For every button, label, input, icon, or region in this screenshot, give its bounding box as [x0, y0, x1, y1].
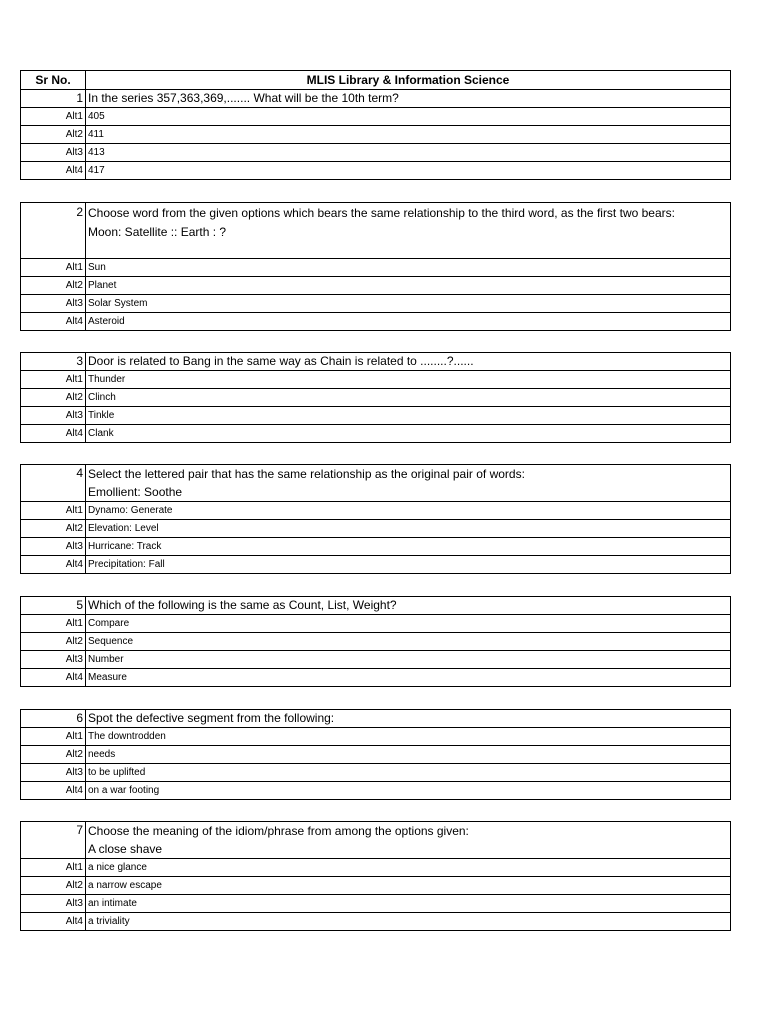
option-text: Clank [86, 425, 731, 443]
option-text: Clinch [86, 389, 731, 407]
option-label: Alt2 [21, 633, 86, 651]
question-text: Spot the defective segment from the following: [86, 710, 731, 728]
option-text: needs [86, 746, 731, 764]
question-text: Select the lettered pair that has the same relationship as the original pair of words: Emollient: Soothe [86, 465, 731, 502]
option-row [21, 728, 731, 746]
option-text: Thunder [86, 371, 731, 389]
option-text: Elevation: Level [86, 520, 731, 538]
option-label: Alt1 [21, 615, 86, 633]
option-text: 417 [86, 162, 731, 180]
option-row [21, 144, 731, 162]
question-number: 5 [21, 597, 86, 615]
question-row [21, 203, 731, 259]
question-number: 4 [21, 465, 86, 502]
option-label: Alt3 [21, 764, 86, 782]
question-block-3 [20, 352, 731, 443]
option-row [21, 877, 731, 895]
option-label: Alt2 [21, 520, 86, 538]
question-number: 1 [21, 90, 86, 108]
question-row [21, 465, 731, 502]
option-text: Measure [86, 669, 731, 687]
option-row [21, 407, 731, 425]
option-row [21, 764, 731, 782]
option-text: a triviality [86, 913, 731, 931]
option-label: Alt1 [21, 502, 86, 520]
option-label: Alt3 [21, 538, 86, 556]
option-row [21, 259, 731, 277]
header-row [21, 71, 731, 90]
option-label: Alt2 [21, 126, 86, 144]
option-row [21, 913, 731, 931]
option-text: 413 [86, 144, 731, 162]
option-label: Alt1 [21, 728, 86, 746]
option-row [21, 389, 731, 407]
option-text: an intimate [86, 895, 731, 913]
option-text: Solar System [86, 295, 731, 313]
option-text: Number [86, 651, 731, 669]
question-block-6 [20, 709, 731, 800]
option-label: Alt2 [21, 277, 86, 295]
option-label: Alt1 [21, 259, 86, 277]
option-text: to be uplifted [86, 764, 731, 782]
option-row [21, 895, 731, 913]
question-number: 7 [21, 822, 86, 859]
option-label: Alt4 [21, 313, 86, 331]
option-label: Alt2 [21, 389, 86, 407]
option-row [21, 371, 731, 389]
question-text: Choose word from the given options which bears the same relationship to the third word, as the first two bears: Moon: Satellite :: Earth : ? [86, 203, 731, 259]
sheet-title: MLIS Library & Information Science [86, 71, 731, 90]
option-label: Alt3 [21, 295, 86, 313]
option-row [21, 669, 731, 687]
option-row [21, 651, 731, 669]
question-block-1 [20, 70, 731, 180]
option-text: Sequence [86, 633, 731, 651]
option-row [21, 277, 731, 295]
option-row [21, 520, 731, 538]
option-text: Precipitation: Fall [86, 556, 731, 574]
question-block-5 [20, 596, 731, 687]
option-label: Alt4 [21, 556, 86, 574]
option-text: Asteroid [86, 313, 731, 331]
option-row [21, 556, 731, 574]
question-row [21, 710, 731, 728]
option-row [21, 295, 731, 313]
question-text: Which of the following is the same as Count, List, Weight? [86, 597, 731, 615]
question-block-7 [20, 821, 731, 931]
option-label: Alt1 [21, 859, 86, 877]
option-text: Sun [86, 259, 731, 277]
option-label: Alt2 [21, 746, 86, 764]
option-text: a narrow escape [86, 877, 731, 895]
option-label: Alt4 [21, 913, 86, 931]
question-row [21, 353, 731, 371]
option-text: a nice glance [86, 859, 731, 877]
option-text: Planet [86, 277, 731, 295]
question-text: Door is related to Bang in the same way as Chain is related to ........?...... [86, 353, 731, 371]
option-label: Alt4 [21, 425, 86, 443]
option-row [21, 126, 731, 144]
option-text: 411 [86, 126, 731, 144]
option-row [21, 633, 731, 651]
option-text: Tinkle [86, 407, 731, 425]
option-row [21, 859, 731, 877]
option-text: The downtrodden [86, 728, 731, 746]
option-row [21, 108, 731, 126]
option-label: Alt3 [21, 407, 86, 425]
option-label: Alt3 [21, 651, 86, 669]
question-number: 2 [21, 203, 86, 259]
option-text: on a war footing [86, 782, 731, 800]
option-label: Alt3 [21, 895, 86, 913]
option-row [21, 162, 731, 180]
question-row [21, 90, 731, 108]
option-text: Dynamo: Generate [86, 502, 731, 520]
option-label: Alt3 [21, 144, 86, 162]
question-block-2 [20, 202, 731, 331]
question-text: In the series 357,363,369,....... What will be the 10th term? [86, 90, 731, 108]
option-row [21, 538, 731, 556]
question-number: 6 [21, 710, 86, 728]
option-label: Alt1 [21, 108, 86, 126]
option-label: Alt4 [21, 669, 86, 687]
question-text: Choose the meaning of the idiom/phrase from among the options given: A close shave [86, 822, 731, 859]
option-text: Compare [86, 615, 731, 633]
option-row [21, 782, 731, 800]
option-row [21, 502, 731, 520]
question-block-4 [20, 464, 731, 574]
option-row [21, 313, 731, 331]
option-text: Hurricane: Track [86, 538, 731, 556]
option-row [21, 746, 731, 764]
option-label: Alt4 [21, 162, 86, 180]
sr-no-header: Sr No. [21, 71, 86, 90]
option-text: 405 [86, 108, 731, 126]
option-row [21, 425, 731, 443]
question-row [21, 597, 731, 615]
option-label: Alt4 [21, 782, 86, 800]
option-label: Alt1 [21, 371, 86, 389]
question-number: 3 [21, 353, 86, 371]
question-row [21, 822, 731, 859]
option-label: Alt2 [21, 877, 86, 895]
option-row [21, 615, 731, 633]
